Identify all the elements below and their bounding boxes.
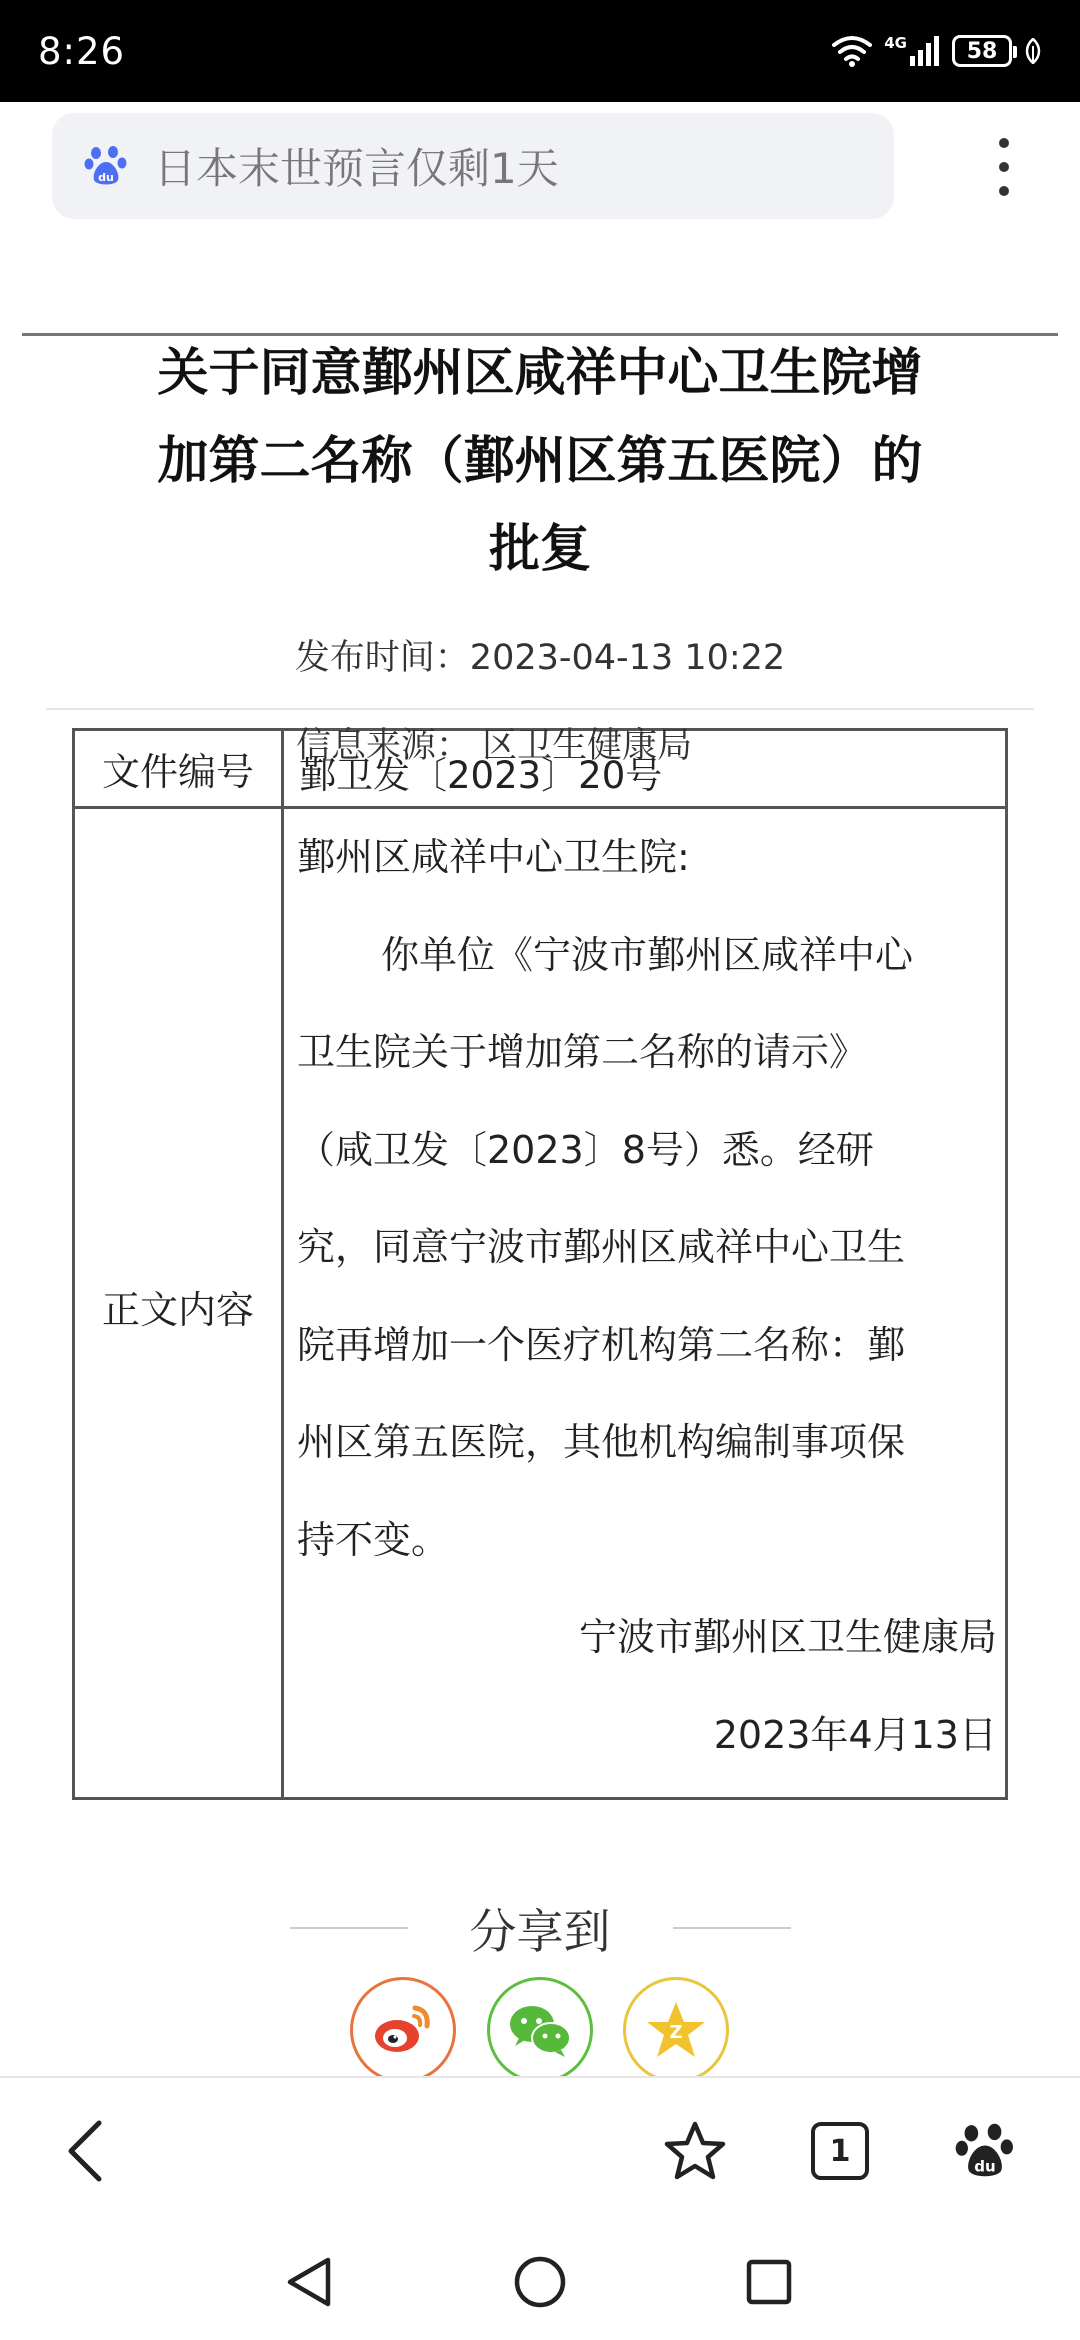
wechat-icon	[507, 2002, 573, 2058]
info-source: 信息来源： 区卫生健康局	[296, 726, 693, 766]
qzone-icon	[645, 2000, 707, 2060]
cellular-signal	[884, 36, 940, 66]
bookmark-button[interactable]	[660, 2116, 730, 2186]
baidu-home-button[interactable]	[950, 2116, 1020, 2186]
network-type-label: 4G	[884, 34, 907, 52]
search-box[interactable]	[52, 113, 894, 219]
wechat-share-button[interactable]	[487, 1977, 593, 2083]
circle-home-icon	[513, 2255, 567, 2309]
body-line: 究，同意宁波市鄞州区咸祥中心卫生	[297, 1225, 906, 1269]
body-line: 持不变。	[297, 1517, 450, 1562]
body-content-label: 正文内容	[101, 1287, 254, 1332]
square-recents-icon	[745, 2258, 793, 2306]
tabs-button[interactable]	[805, 2116, 875, 2186]
star-icon	[663, 2120, 727, 2182]
body-line: 鄞州区咸祥中心卫生院:	[297, 835, 690, 879]
signature-date: 2023年4月13日	[713, 1712, 997, 1757]
body-line: （咸卫发〔2023〕8号）悉。经研	[297, 1127, 874, 1172]
tab-count-icon	[811, 2122, 869, 2180]
publish-time	[0, 630, 1080, 680]
browser-header	[0, 102, 1080, 230]
share-line-right	[673, 1927, 791, 1929]
battery-level: 58	[966, 38, 998, 64]
svg-text:Z: Z	[669, 2022, 683, 2043]
document-table	[72, 728, 1008, 1800]
body-line: 院再增加一个医疗机构第二名称：鄞	[297, 1322, 906, 1367]
svg-text:du: du	[98, 171, 114, 184]
share-title: 分享到	[469, 1904, 611, 1960]
share-targets	[350, 1977, 730, 2077]
leaf-icon	[1024, 38, 1042, 64]
baidu-paw-icon	[84, 144, 128, 188]
qzone-share-button[interactable]	[623, 1977, 729, 2083]
status-bar	[0, 0, 1080, 102]
more-vertical-icon[interactable]	[984, 132, 1024, 202]
body-line: 卫生院关于增加第二名称的请示》	[297, 1030, 868, 1074]
weibo-icon	[371, 2002, 435, 2058]
share-line-left	[290, 1927, 408, 1929]
title-line: 批复	[488, 520, 591, 579]
signal-bars-icon	[910, 36, 940, 66]
publish-time-label: 发布时间：	[294, 638, 470, 678]
doc-number-value: 鄞卫发〔2023〕20号	[299, 754, 663, 797]
status-time: 8:26	[38, 29, 126, 73]
baidu-paw-icon	[955, 2121, 1015, 2181]
nav-back-button[interactable]	[277, 2250, 341, 2314]
body-line: 你单位《宁波市鄞州区咸祥中心	[381, 932, 914, 977]
triangle-back-icon	[284, 2256, 334, 2308]
status-icons	[832, 35, 1042, 67]
weibo-share-button[interactable]	[350, 1977, 456, 2083]
nav-recents-button[interactable]	[737, 2250, 801, 2314]
chevron-left-icon	[63, 2119, 107, 2183]
svg-text:du: du	[974, 2157, 996, 2176]
tab-count: 1	[829, 2133, 851, 2169]
title-line: 加第二名称（鄞州区第五医院）的	[157, 432, 923, 491]
publish-time-value: 2023-04-13 10:22	[469, 638, 786, 678]
browser-toolbar	[0, 2076, 1080, 2226]
back-button[interactable]	[50, 2116, 120, 2186]
article-title	[110, 330, 970, 594]
body-line: 州区第五医院，其他机构编制事项保	[297, 1420, 906, 1464]
system-nav-bar	[0, 2226, 1080, 2340]
share-header	[0, 1898, 1080, 1958]
search-query: 日本末世预言仅剩1天	[154, 144, 559, 193]
body-content	[297, 809, 997, 1784]
doc-number-label: 文件编号	[101, 750, 254, 794]
battery-indicator	[952, 35, 1012, 67]
title-line: 关于同意鄞州区咸祥中心卫生院增	[157, 344, 923, 403]
wifi-icon	[832, 35, 872, 67]
nav-home-button[interactable]	[508, 2250, 572, 2314]
signature-org: 宁波市鄞州区卫生健康局	[578, 1615, 997, 1659]
table-column-divider	[281, 731, 284, 1797]
meta-divider	[46, 708, 1034, 710]
